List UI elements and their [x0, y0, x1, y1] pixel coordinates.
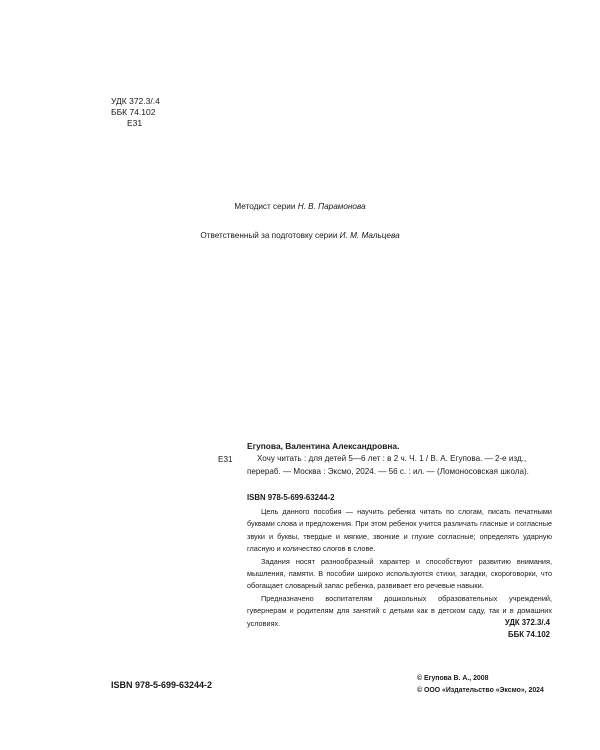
author-code: Е31: [218, 455, 233, 464]
annotation-paragraph: Задания носят разнообразный характер и способствуют развитию внимания, мышления, памяти. В пособии широко используются стихи, загадки, скороговорки, что обогащает словарный запас ребенка, развивает его речевые навыки.: [247, 556, 552, 591]
annotation-paragraph: Цель данного пособия — научить ребенка читать по слогам, писать печатными буквами слова и предложения. При этом ребенок учится различать гласные и согласные звуки и буквы, твердые и мягкие, звонкие и глухие согласные; определять ударную гласную и количество слогов в слове.: [247, 507, 552, 554]
methodist-label: Методист серии: [234, 202, 296, 211]
responsible-label: Ответственный за подготовку серии: [200, 231, 338, 240]
series-methodist: [0, 202, 600, 211]
bbk-code: ББК 74.102: [111, 107, 156, 118]
isbn-record: ISBN 978-5-699-63244-2: [247, 493, 335, 502]
author-name: Егупова, Валентина Александровна.: [247, 441, 400, 451]
responsible-name: И. М. Мальцева: [339, 231, 400, 240]
copyright-line: © ООО «Издательство «Эксмо», 2024: [417, 686, 544, 694]
annotation: [247, 506, 552, 630]
author-mark: Е31: [127, 118, 143, 129]
classification-codes-bottom: [440, 617, 550, 640]
series-responsible: [0, 231, 600, 240]
udk-code: УДК 372.3/.4: [504, 618, 550, 627]
bibliographic-record: [247, 440, 552, 478]
methodist-name: Н. В. Парамонова: [297, 202, 366, 211]
bbk-code: ББК 74.102: [508, 629, 550, 639]
isbn: ISBN 978-5-699-63244-2: [111, 680, 213, 690]
udk-code: УДК 372.3/.4: [111, 96, 160, 106]
copyright-line: © Егупова В. А., 2008: [417, 675, 489, 682]
annotation-paragraph: Предназначено воспитателям дошкольных образовательных учреждений, гувернерам и родителям для занятий с детьми как в детском саду, так и в домашних условиях.: [247, 593, 552, 628]
bibliographic-description: Хочу читать : для детей 5—6 лет : в 2 ч. Ч. 1 / В. А. Егупова. — 2-е изд., перераб. — Москва : Эксмо, 2024. — 56 с. : ил. — (Ломоносовская школа).: [247, 454, 529, 476]
classification-codes-top: [111, 96, 160, 130]
copyright-block: [417, 673, 544, 696]
